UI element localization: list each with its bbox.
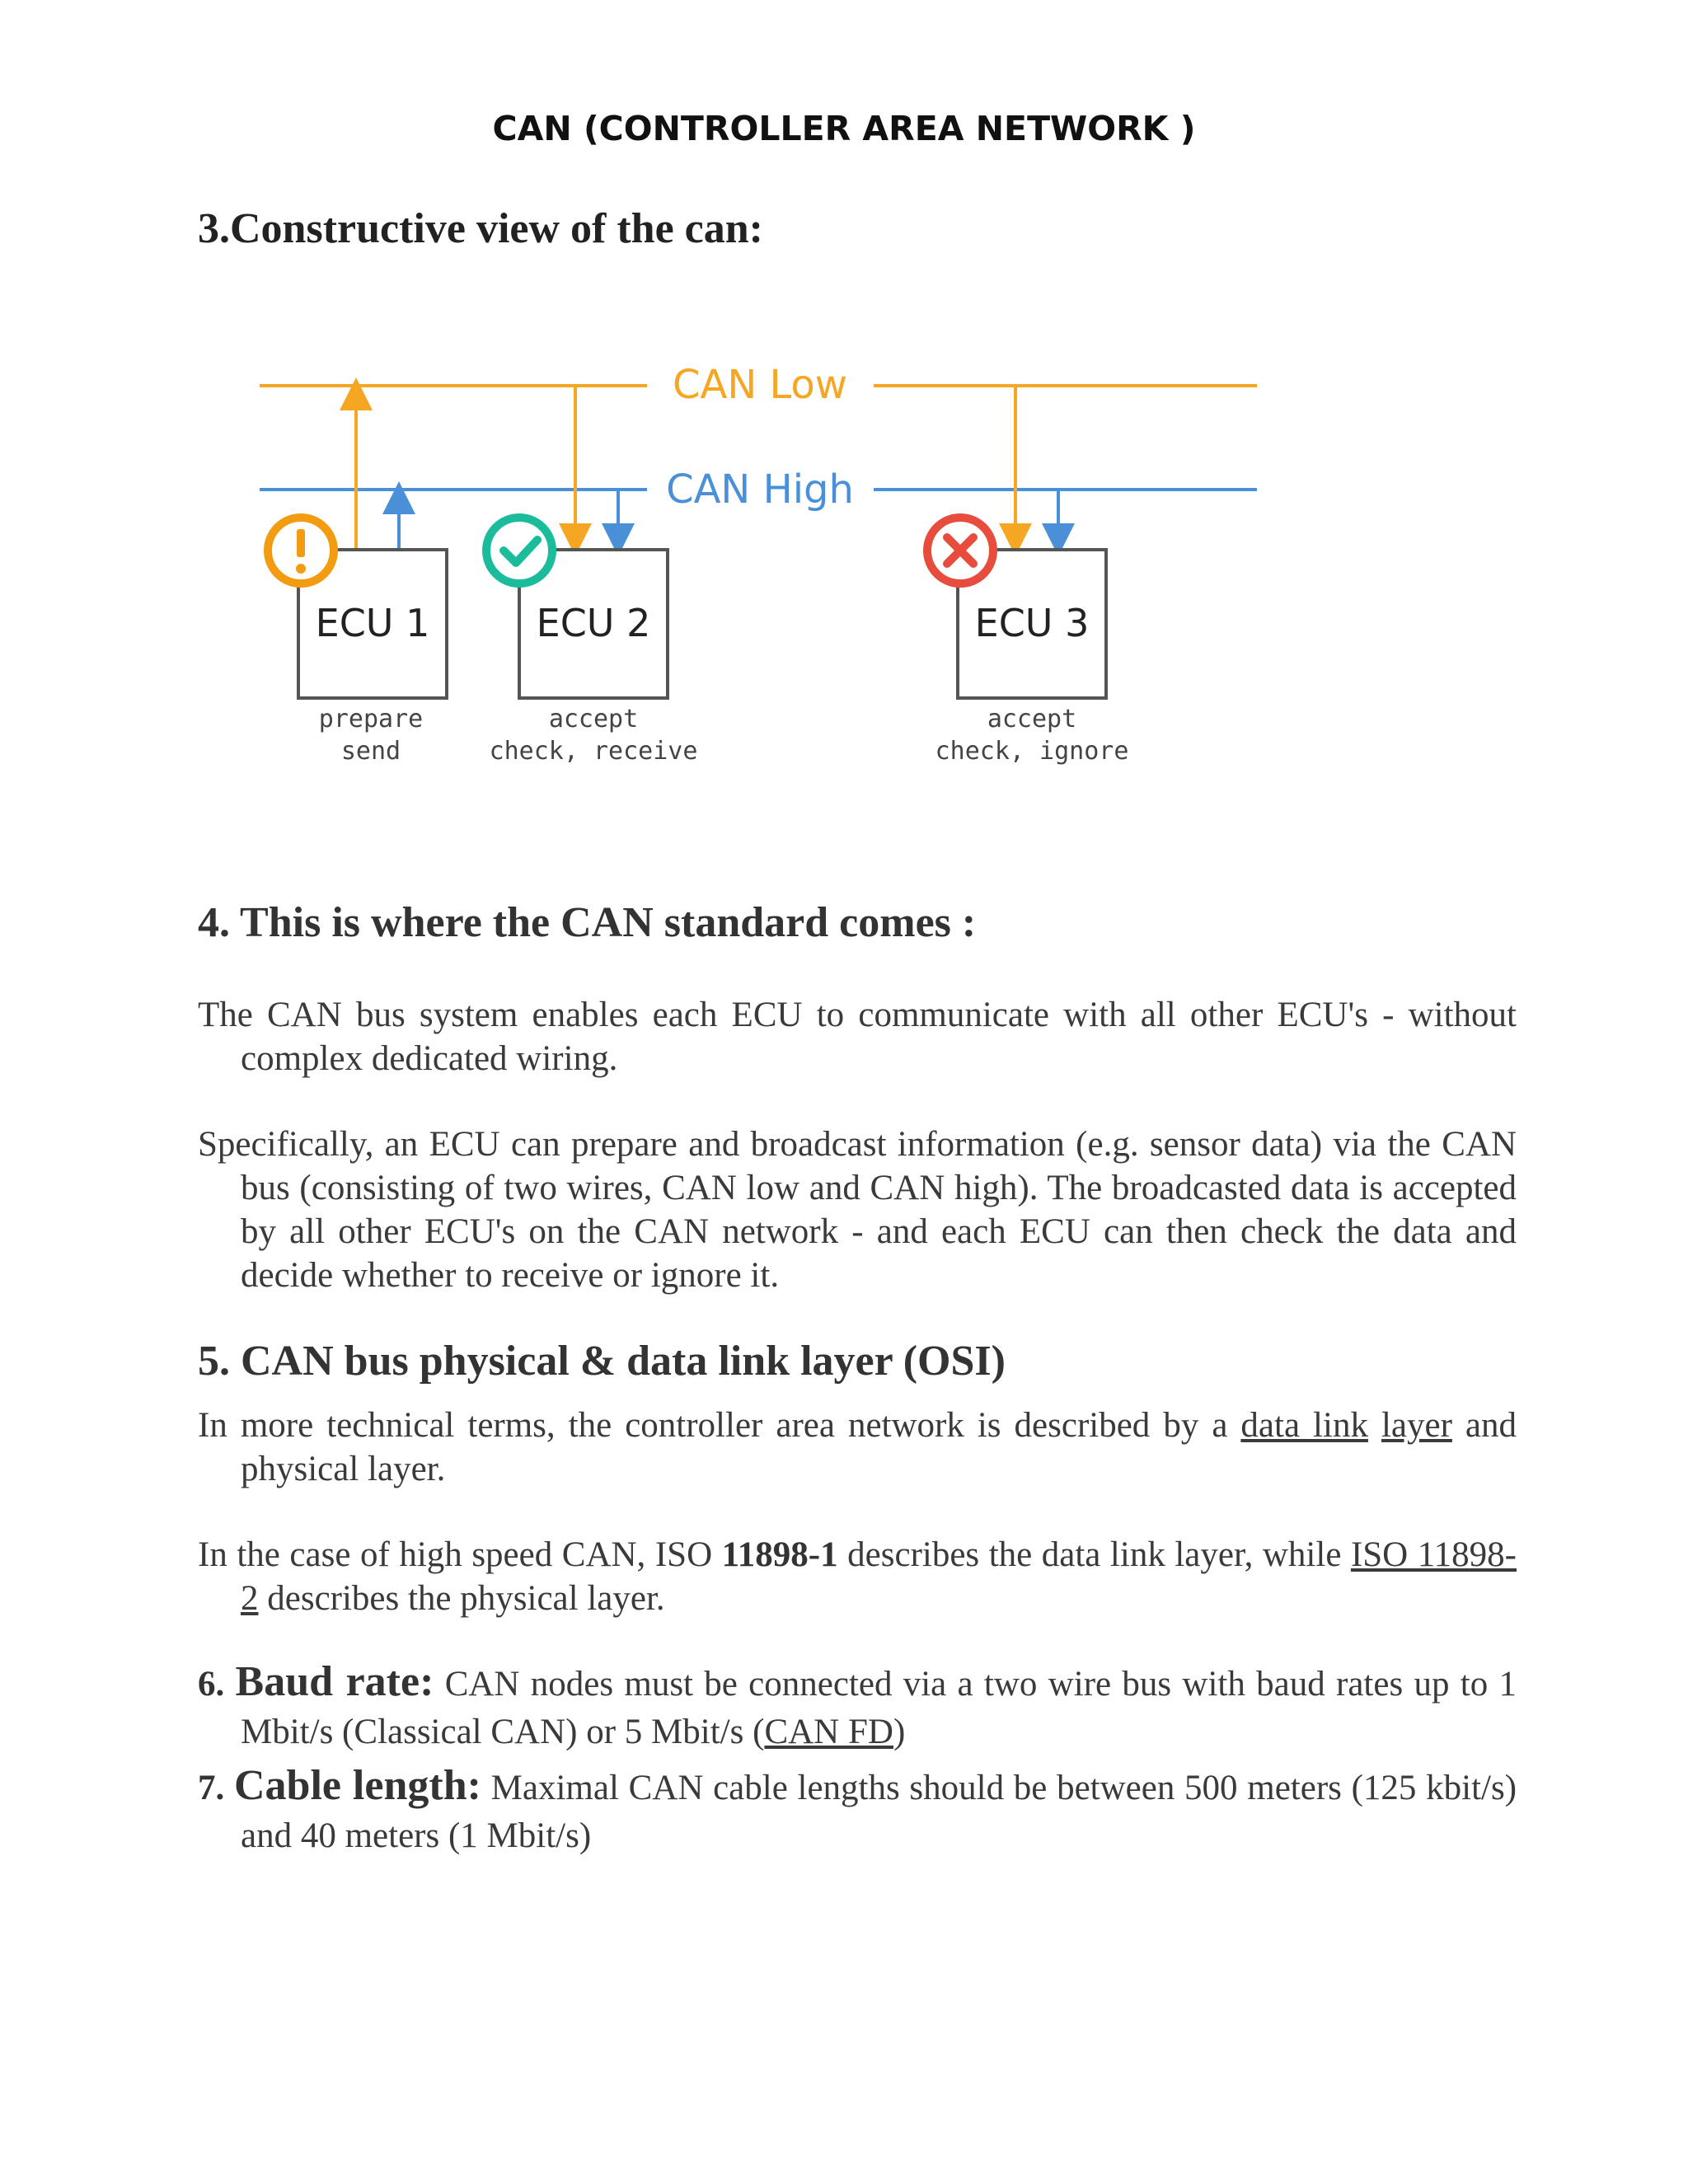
ecu3-caption-line2: check, ignore	[935, 737, 1129, 766]
s7-text: Maximal CAN cable lengths should be between 500 meters (125 kbit/s) and 40 meters (1 Mbit/s)	[241, 1769, 1517, 1855]
ecu3-name: ECU 3	[974, 601, 1090, 645]
s5p2-pre: In the case of high speed CAN, ISO	[198, 1535, 722, 1574]
s6-num: 6.	[198, 1665, 225, 1704]
can-bus-diagram	[0, 0, 1688, 824]
check-icon	[486, 518, 552, 583]
section-4-heading: 4. This is where the CAN standard comes :	[198, 899, 977, 946]
s6-post: )	[893, 1713, 906, 1751]
error-icon	[927, 518, 993, 583]
s5p1-space	[1368, 1406, 1381, 1445]
iso-11898-2-link[interactable]: ISO 11898-2	[241, 1535, 1517, 1618]
warning-icon	[268, 518, 334, 583]
section-4-paragraph-1: The CAN bus system enables each ECU to communicate with all other ECU's - without complex dedicated wiring.	[198, 996, 1517, 1078]
layer-link[interactable]: layer	[1381, 1406, 1452, 1445]
ecu3-caption-line1: accept	[987, 705, 1077, 733]
ecu1-name: ECU 1	[315, 601, 430, 645]
section-7-cable-length	[198, 1762, 1517, 1860]
section-6-baud-rate	[198, 1658, 1517, 1756]
s6-text: CAN nodes must be connected via a two wire bus with baud rates up to 1 Mbit/s (Classical CAN) or 5 Mbit/s (	[241, 1665, 1517, 1751]
page-title: CAN (CONTROLLER AREA NETWORK )	[492, 109, 1196, 148]
section-5-paragraph-2	[198, 1533, 1517, 1620]
ecu1-caption-line2: send	[340, 737, 401, 766]
iso-11898-1: 11898-1	[721, 1535, 838, 1574]
section-5-paragraph-1	[198, 1404, 1517, 1491]
ecu2-caption-line1: accept	[548, 705, 639, 733]
data-link-link[interactable]: data link	[1240, 1406, 1368, 1445]
s5p2-mid: describes the data link layer, while	[837, 1535, 1351, 1574]
s7-lead: Cable length:	[233, 1762, 481, 1809]
ecu2-caption-line2: check, receive	[489, 737, 698, 766]
can-high-label: CAN High	[666, 466, 854, 513]
s5p1-post: and physical layer.	[241, 1406, 1517, 1488]
section-3-heading: 3.Constructive view of the can:	[198, 205, 763, 252]
ecu1-caption-line1: prepare	[318, 705, 424, 733]
s6-lead: Baud rate:	[235, 1658, 434, 1705]
section-5-heading: 5. CAN bus physical & data link layer (OSI)	[198, 1338, 1006, 1385]
s5p1-text: In more technical terms, the controller area network is described by a	[198, 1406, 1241, 1445]
can-low-label: CAN Low	[672, 362, 848, 408]
s5p2-post: describes the physical layer.	[258, 1579, 665, 1618]
can-fd-link[interactable]: CAN FD	[764, 1713, 893, 1751]
section-4-paragraph-2: Specifically, an ECU can prepare and broadcast information (e.g. sensor data) via the CAN bus (consisting of two wires, CAN low and CAN high). The broadcasted data is accepted by all other ECU's on the CAN network - and each ECU can then check the data and decide whether to receive or ignore it.	[198, 1125, 1517, 1295]
s7-num: 7.	[198, 1769, 225, 1807]
ecu2-name: ECU 2	[536, 601, 651, 645]
